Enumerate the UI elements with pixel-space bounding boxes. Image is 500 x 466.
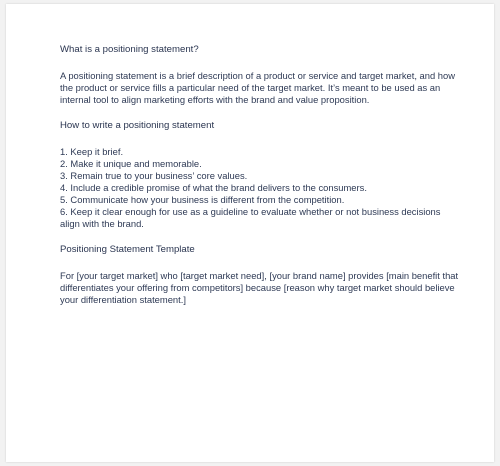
intro-paragraph: A positioning statement is a brief description of a product or service and target market, and how the product or service fills a particular need of the target market. It’s meant to be used as an internal tool to align marketing efforts with the brand and value proposition. xyxy=(60,70,456,105)
step-item: 4. Include a credible promise of what the brand delivers to the consumers. xyxy=(60,182,367,193)
step-item: 5. Communicate how your business is different from the competition. xyxy=(60,194,345,205)
template-paragraph: For [your target market] who [target market need], [your brand name] provides [main benefit that differentiates your offering from competitors] because [reason why target market should believe your differentiation statement.] xyxy=(60,270,459,305)
document-content xyxy=(60,44,460,320)
heading-what-is-positioning-statement: What is a positioning statement? xyxy=(60,44,199,55)
step-item: 3. Remain true to your business’ core values. xyxy=(60,170,248,181)
document-page xyxy=(6,4,494,462)
heading-template: Positioning Statement Template xyxy=(60,244,195,255)
steps-list xyxy=(60,146,460,230)
step-item: 2. Make it unique and memorable. xyxy=(60,158,202,169)
step-item: 6. Keep it clear enough for use as a guideline to evaluate whether or not business decisions align with the brand. xyxy=(60,206,441,229)
step-item: 1. Keep it brief. xyxy=(60,146,124,157)
heading-how-to-write: How to write a positioning statement xyxy=(60,120,215,131)
